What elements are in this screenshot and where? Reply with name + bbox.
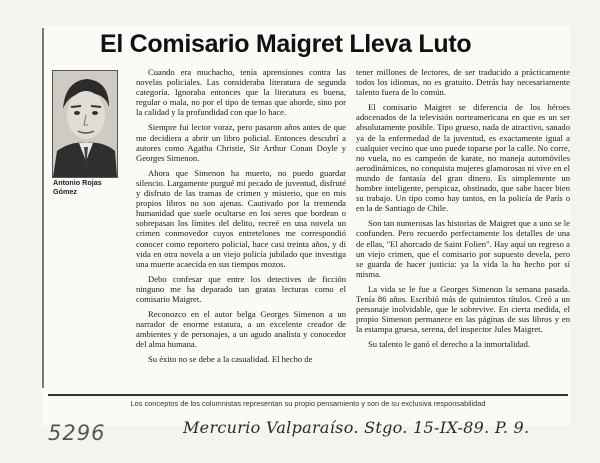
paragraph: Ahora que Simenon ha muerto, no puedo guardar silencio. Largamente purgué mi pecado de juventud, disfruté y disfruto de las tramas de crimen y misterio, que en mis propios libros no son ajenas. Cautivado por la tremenda humanidad que suele ocultarse en los seres que bordean o sobrepasan los límites del delito, recreé en una novela un crimen conmovedor cuyos entretelones me correspondió conocer como reportero policial, hace casi treinta años, y di vida en otra novela a un viejo policía jubilado que investiga una muerte acaecida en sus tiempos mozos.: [136, 167, 346, 269]
paragraph-continuation: tener millones de lectores, de ser traducido a prácticamente todos los idiomas, no es gratuito. Detrás hay necesariamente talento fuera de lo común.: [356, 67, 570, 98]
paragraph: Su éxito no se debe a la casualidad. El hecho de: [148, 354, 313, 365]
paragraph: Su talento le ganó el derecho a la inmortalidad.: [368, 339, 531, 350]
footer-rule: [48, 394, 568, 396]
columnist-disclaimer: Los conceptos de los columnistas representan su propio pensamiento y son de su exclusiva responsabilidad: [130, 399, 486, 408]
article-column-2: [356, 67, 570, 354]
author-photo: [52, 70, 118, 178]
article-column-1: [136, 67, 346, 370]
author-portrait-image: [53, 71, 117, 177]
article-title: El Comisario Maigret Lleva Luto: [100, 30, 472, 58]
paragraph: El comisario Maigret se diferencia de los héroes adocenados de la televisión norteamericana en que es un ser absolutamente posible. Tipo grueso, nada de atractivo, sanado ya de la enfermedad de la juventud, es exactamente igual a cualquier vecino que uno puede toparse por la calle. No corre, no vuela, no es campeón de karate, no maneja automóviles aerodinámicos, no conquista mujeres glamorosas ni vive en el mundo de fantasía del gran dinero. Es simplemente un hombre inteligente, perspicaz, obstinado, que sabe hacer bien su trabajo. Un tipo como hay tantos, en la policía de París o en la de Santiago de Chile.: [356, 102, 570, 214]
paragraph: La vida se le fue a Georges Simenon la semana pasada. Tenía 86 años. Escribió más de quinientos títulos. Creó a un personaje inolvidable, que le sobrevive. En cierta medida, el propio Simenon permanece en las páginas de sus libros y en la estampa gruesa, serena, del inspector Jules Maigret.: [356, 283, 570, 335]
paragraph: Debo confesar que entre los detectives de ficción ninguno me ha deparado tan gratas lecturas como el comisario Maigret.: [136, 273, 346, 304]
archive-number: 5296: [48, 421, 106, 445]
paragraph: Reconozco en el autor belga Georges Simenon a un narrador de enorme estatura, a un excelente creador de ambientes y de personajes, a un agudo analista y conocedor del alma humana.: [136, 309, 346, 350]
handwritten-source-note: Mercurio Valparaíso. Stgo. 15-IX-89. P. 9.: [183, 418, 530, 437]
clipping-edge-line: [42, 28, 44, 388]
paragraph: Son tan numerosas las historias de Maigret que a uno se le confunden. Pero recuerdo perfectamente los detalles de una de ellas, "El ahorcado de Saint Folien". Hay aquí un regreso a un viejo crimen, que el comisario por supuesto devela, pero se guarda de hacer justicia: ya la vida la ha hecho por sí misma.: [356, 218, 570, 279]
paragraph: Cuando era muchacho, tenía aprensiones contra las novelas policiales. Las consideraba literatura de segunda categoría. Ignoraba entonces que la literatura es buena, regular o mala, no por el tipo de temas que aborde, sino por la calidad y la profundidad con que lo hace.: [136, 67, 346, 118]
author-caption: Antonio Rojas Gómez: [53, 178, 102, 196]
paragraph: Siempre fui lector voraz, pero pasaron años antes de que me decidiera a abrir un libro policial. Entonces descubrí a autores como Agatha Christie, Sir Arthur Conan Doyle y Georges Simenon.: [136, 122, 346, 163]
